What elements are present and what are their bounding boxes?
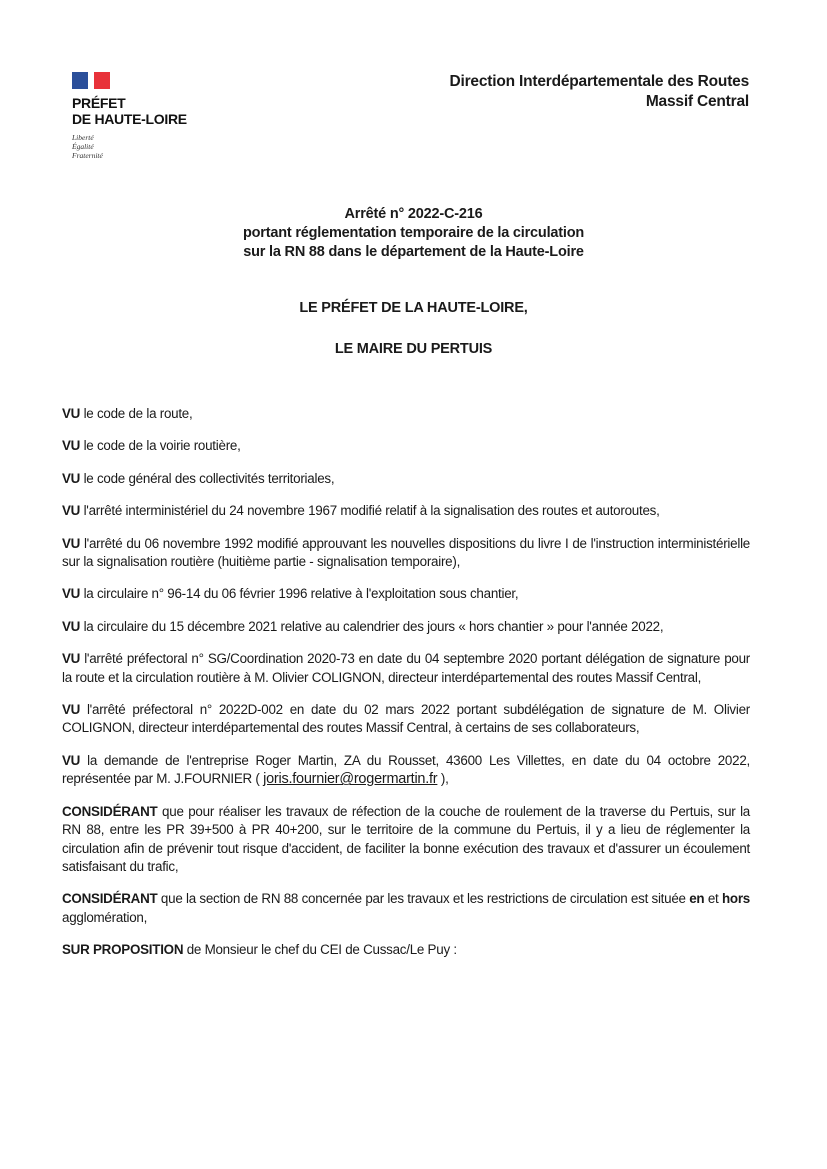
paragraph-text: agglomération, [62,909,148,925]
emphasis-hors: hors [721,891,751,907]
prefet-line1: PRÉFET [72,95,126,111]
paragraph [62,470,750,488]
paragraph-text: l'arrêté du 06 novembre 1992 modifié approuvant les nouvelles dispositions du livre I de l'instruction interministérielle sur la signalisation routière (huitième partie - signalisation temporaire), [62,535,750,570]
title-line3: sur la RN 88 dans le département de la Haute-Loire [243,244,584,260]
paragraph-text: l'arrêté préfectoral n° 2022D-002 en date du 02 mars 2022 portant subdélégation de signature de M. Olivier COLIGNON, directeur interdépartemental des routes Massif Central, à certains de ses collaborateurs, [62,702,750,736]
paragraph [62,502,750,520]
motto-liberte: Liberté [72,133,94,142]
paragraph-text: la circulaire n° 96-14 du 06 février 1996 relative à l'exploitation sous chantier, [80,586,519,602]
paragraph-lead: VU [62,618,81,634]
paragraph [62,941,750,959]
paragraph-lead: SUR PROPOSITION [62,942,184,958]
paragraph-text: le code général des collectivités territoriales, [80,470,335,486]
paragraph-text: la circulaire du 15 décembre 2021 relative au calendrier des jours « hors chantier » pour l'année 2022, [80,618,664,634]
paragraph-text: de Monsieur le chef du CEI de Cussac/Le Puy : [183,942,457,958]
paragraph-lead: VU [62,406,81,421]
paragraph [62,890,750,927]
prefet-logo [72,72,187,160]
paragraph-text: le code de la route, [80,406,193,421]
paragraph-text: que pour réaliser les travaux de réfection de la couche de roulement de la traverse du Pertuis, sur la RN 88, entre les PR 39+500 à PR 40+200, sur le territoire de la commune du Pertuis, il y a lieu de réglementer la circulation afin de prévenir tout risque d'accident, de faciliter la bonne exécution des travaux et d'assurer un écoulement satisfaisant du trafic, [62,803,750,874]
direction-line1: Direction Interdépartementale des Routes [449,73,749,90]
paragraph-text: et [704,891,722,907]
document-body [62,405,750,974]
motto-fraternite: Fraternité [72,151,103,160]
marianne-flag-icon [72,72,110,89]
paragraph [62,535,750,572]
paragraph-lead: VU [62,702,81,718]
paragraph-lead: VU [62,586,81,602]
direction-header [450,72,750,112]
motto-egalite: Égalité [72,142,94,151]
paragraph [62,618,750,636]
title-line2: portant réglementation temporaire de la circulation [242,225,585,241]
motto [72,133,187,160]
paragraph-lead: VU [62,503,81,519]
paragraph [62,650,750,687]
paragraph-lead: VU [62,535,81,551]
paragraph [62,585,750,603]
authority-prefet: LE PRÉFET DE LA HAUTE-LOIRE, [299,300,528,316]
paragraph-lead: VU [62,651,81,667]
paragraph-lead: VU [62,470,81,486]
paragraph-text: l'arrêté préfectoral n° SG/Coordination 2020-73 en date du 04 septembre 2020 portant délégation de signature pour la route et la circulation routière à M. Olivier COLIGNON, directeur interdépartemental des routes Massif Central, [62,651,750,685]
paragraph-lead: VU [62,438,81,454]
paragraph [62,803,750,877]
paragraph [62,752,750,789]
paragraph-text: que la section de RN 88 concernée par les travaux et les restrictions de circulation est située [157,891,690,907]
email-link[interactable]: joris.fournier@rogermartin.fr [263,771,438,788]
authority-maire: LE MAIRE DU PERTUIS [334,341,493,357]
paragraph-text: la demande de l'entreprise Roger Martin, ZA du Rousset, 43600 Les Villettes, en date du 04 octobre 2022, représentée par M. J.FOURNIER ( [62,752,750,787]
paragraph [62,701,750,738]
paragraph [62,437,750,455]
paragraph-lead: CONSIDÉRANT [62,803,158,819]
paragraph-lead: CONSIDÉRANT [62,891,158,907]
prefet-line2: DE HAUTE-LOIRE [72,111,187,127]
paragraph [62,405,750,423]
paragraph-text: le code de la voirie routière, [80,438,241,454]
paragraph-text: l'arrêté interministériel du 24 novembre 1967 modifié relatif à la signalisation des routes et autoroutes, [80,503,660,519]
title-line1: Arrêté n° 2022-C-216 [344,206,483,222]
direction-line2: Massif Central [645,93,749,110]
paragraph-lead: VU [62,752,81,768]
paragraph-text: ), [437,771,449,787]
document-title [0,205,827,262]
emphasis-en: en [689,891,705,907]
